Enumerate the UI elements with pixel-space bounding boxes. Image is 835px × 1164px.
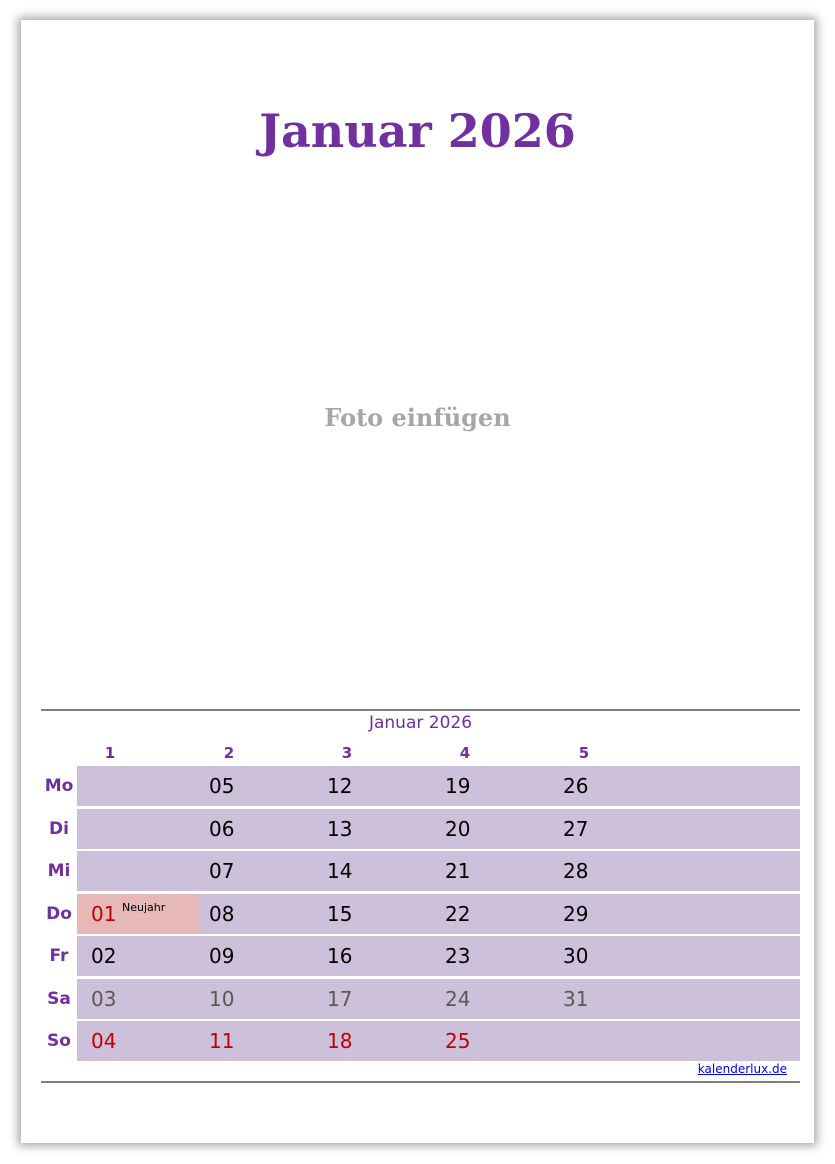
date-number: 14: [327, 859, 353, 883]
calendar-row-so: [77, 1021, 800, 1061]
date-number: 19: [445, 774, 471, 798]
date-number: 31: [563, 987, 589, 1011]
date-cell: [549, 936, 667, 976]
date-number: 18: [327, 1029, 353, 1053]
date-cell: [431, 979, 549, 1019]
date-number: 24: [445, 987, 471, 1011]
calendar-row-sa: [77, 979, 800, 1019]
date-number: 01: [91, 902, 117, 926]
date-number: 23: [445, 944, 471, 968]
date-number: 25: [445, 1029, 471, 1053]
date-number: 30: [563, 944, 589, 968]
date-cell: [313, 766, 431, 806]
day-label-mi: Mi: [47, 861, 71, 881]
date-cell: [77, 936, 195, 976]
calendar-row-di: [77, 809, 800, 849]
date-cell: [313, 894, 431, 934]
day-label-sa: Sa: [47, 989, 71, 1009]
photo-placeholder[interactable]: Foto einfügen: [324, 403, 511, 432]
day-label-di: Di: [49, 819, 69, 839]
date-cell: [549, 979, 667, 1019]
date-number: 20: [445, 817, 471, 841]
date-number: 04: [91, 1029, 117, 1053]
bottom-divider: [41, 1081, 800, 1083]
date-cell: [195, 1021, 313, 1061]
kalenderlux-link[interactable]: kalenderlux.de: [697, 1062, 787, 1076]
calendar-row-mo: [77, 766, 800, 806]
date-number: 22: [445, 902, 471, 926]
date-cell: [431, 766, 549, 806]
day-label-fr: Fr: [49, 946, 69, 966]
date-cell: [195, 936, 313, 976]
top-divider: [41, 709, 800, 711]
date-number: 29: [563, 902, 589, 926]
date-cell: [77, 766, 195, 806]
date-number: 07: [209, 859, 235, 883]
date-number: 16: [327, 944, 353, 968]
date-cell: [195, 894, 313, 934]
date-number: 26: [563, 774, 589, 798]
date-cell: [313, 809, 431, 849]
date-number: 28: [563, 859, 589, 883]
date-number: 05: [209, 774, 235, 798]
date-cell: [195, 851, 313, 891]
date-number: 08: [209, 902, 235, 926]
date-cell: [195, 809, 313, 849]
week-number: 5: [578, 744, 590, 762]
date-cell: [313, 936, 431, 976]
date-cell: [195, 766, 313, 806]
date-cell: [431, 851, 549, 891]
day-label-so: So: [47, 1031, 71, 1051]
date-cell: [431, 809, 549, 849]
week-number: 1: [104, 744, 116, 762]
date-cell: [77, 809, 195, 849]
date-cell: [431, 1021, 549, 1061]
date-cell: [313, 1021, 431, 1061]
calendar-row-mi: [77, 851, 800, 891]
date-cell: [195, 979, 313, 1019]
calendar-row-fr: [77, 936, 800, 976]
date-cell: [549, 851, 667, 891]
date-number: 11: [209, 1029, 235, 1053]
date-cell: [77, 979, 195, 1019]
date-cell: [431, 894, 549, 934]
date-cell: [549, 894, 667, 934]
day-label-mo: Mo: [44, 776, 74, 796]
date-number: 06: [209, 817, 235, 841]
date-cell: [77, 1021, 195, 1061]
date-number: 02: [91, 944, 117, 968]
date-number: 03: [91, 987, 117, 1011]
date-cell: [549, 809, 667, 849]
date-cell: [313, 979, 431, 1019]
day-label-do: Do: [46, 904, 72, 924]
date-cell: [313, 851, 431, 891]
date-cell: [77, 851, 195, 891]
date-number: 12: [327, 774, 353, 798]
holiday-cell: [77, 894, 199, 934]
date-cell: [431, 936, 549, 976]
date-cell: [549, 1021, 667, 1061]
calendar-title: Januar 2026: [368, 713, 473, 733]
date-number: 10: [209, 987, 235, 1011]
date-number: 17: [327, 987, 353, 1011]
date-number: 09: [209, 944, 235, 968]
date-cell: [549, 766, 667, 806]
week-number: 4: [459, 744, 471, 762]
holiday-label: Neujahr: [122, 901, 166, 914]
page-title: Januar 2026: [259, 104, 576, 158]
week-number: 2: [223, 744, 235, 762]
date-number: 15: [327, 902, 353, 926]
week-number: 3: [341, 744, 353, 762]
date-number: 13: [327, 817, 353, 841]
date-number: 27: [563, 817, 589, 841]
date-number: 21: [445, 859, 471, 883]
calendar-row-do: [77, 894, 800, 934]
calendar-page: [21, 20, 814, 1143]
